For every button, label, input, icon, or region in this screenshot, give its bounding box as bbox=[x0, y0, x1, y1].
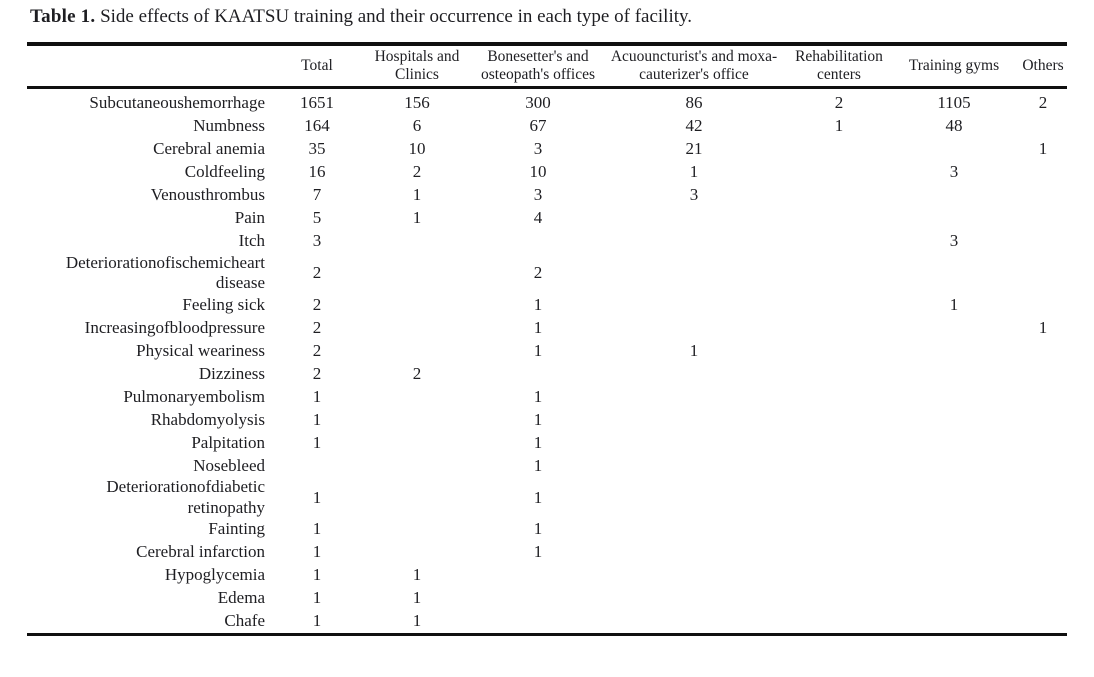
cell-value bbox=[357, 385, 477, 408]
table-caption-text: Side effects of KAATSU training and their occurrence in each type of facility. bbox=[100, 6, 693, 27]
cell-value: 1 bbox=[312, 409, 322, 429]
cell-value bbox=[357, 431, 477, 454]
table-row bbox=[27, 431, 1067, 454]
cell-value: 10 bbox=[408, 138, 426, 158]
cell-value bbox=[889, 184, 1019, 207]
cell-value: 5 bbox=[312, 207, 322, 227]
column-header-3: Bonesetter's and osteopath's offices bbox=[477, 44, 599, 87]
cell-value: 3 bbox=[312, 230, 322, 250]
cell-value bbox=[889, 253, 1019, 294]
cell-value: 1 bbox=[533, 409, 543, 429]
cell-value bbox=[599, 253, 789, 294]
cell-value bbox=[1019, 184, 1067, 207]
cell-value bbox=[1019, 408, 1067, 431]
cell-value bbox=[599, 385, 789, 408]
cell-value bbox=[1019, 161, 1067, 184]
cell-value: 1 bbox=[312, 588, 322, 608]
cell-value: 1 bbox=[834, 115, 844, 135]
cell-value bbox=[1019, 293, 1067, 316]
cell-value bbox=[357, 230, 477, 253]
table-row bbox=[27, 610, 1067, 635]
table-caption bbox=[30, 4, 692, 30]
cell-value: 1 bbox=[312, 542, 322, 562]
cell-value: 1651 bbox=[300, 92, 334, 112]
table-row bbox=[27, 339, 1067, 362]
cell-value bbox=[599, 431, 789, 454]
side-effects-table bbox=[27, 42, 1067, 636]
cell-value bbox=[357, 316, 477, 339]
cell-value bbox=[1019, 564, 1067, 587]
row-label: Itch bbox=[238, 230, 265, 250]
row-label: Palpitation bbox=[191, 432, 265, 452]
cell-value bbox=[1019, 454, 1067, 477]
cell-value: 10 bbox=[529, 161, 547, 181]
cell-value bbox=[1019, 362, 1067, 385]
cell-value: 1 bbox=[689, 161, 699, 181]
cell-value: 1 bbox=[412, 207, 422, 227]
cell-value bbox=[599, 564, 789, 587]
row-label: Deteriorationofdiabetic retinopathy bbox=[106, 477, 265, 517]
cell-value bbox=[789, 207, 889, 230]
cell-value bbox=[1019, 207, 1067, 230]
cell-value bbox=[599, 362, 789, 385]
row-label: Chafe bbox=[224, 611, 265, 631]
cell-value bbox=[789, 587, 889, 610]
cell-value bbox=[789, 610, 889, 635]
cell-value bbox=[599, 541, 789, 564]
cell-value bbox=[889, 610, 1019, 635]
cell-value bbox=[599, 230, 789, 253]
cell-value: 3 bbox=[949, 161, 959, 181]
cell-value: 164 bbox=[304, 115, 330, 135]
cell-value: 6 bbox=[412, 115, 422, 135]
cell-value bbox=[1019, 518, 1067, 541]
cell-value: 2 bbox=[533, 262, 543, 282]
table-row bbox=[27, 207, 1067, 230]
column-header-empty bbox=[27, 44, 277, 87]
cell-value bbox=[357, 408, 477, 431]
cell-value: 7 bbox=[312, 184, 322, 204]
row-label: Deteriorationofischemicheart disease bbox=[65, 252, 265, 293]
cell-value bbox=[357, 477, 477, 518]
row-label: Increasingofbloodpressure bbox=[84, 317, 265, 337]
cell-value bbox=[889, 587, 1019, 610]
table-row bbox=[27, 385, 1067, 408]
cell-value: 1 bbox=[312, 565, 322, 585]
cell-value: 1 bbox=[533, 519, 543, 539]
cell-value bbox=[789, 339, 889, 362]
cell-value bbox=[789, 477, 889, 518]
cell-value: 1 bbox=[312, 432, 322, 452]
cell-value bbox=[1019, 115, 1067, 138]
cell-value bbox=[477, 587, 599, 610]
cell-value bbox=[477, 564, 599, 587]
cell-value bbox=[1019, 587, 1067, 610]
cell-value: 1 bbox=[533, 386, 543, 406]
cell-value: 300 bbox=[525, 92, 551, 112]
cell-value: 1 bbox=[533, 340, 543, 360]
cell-value: 4 bbox=[533, 207, 543, 227]
header-row bbox=[27, 44, 1067, 87]
cell-value: 1 bbox=[412, 565, 422, 585]
table-caption-number: Table 1. bbox=[30, 6, 96, 27]
table-body bbox=[27, 87, 1067, 635]
cell-value bbox=[889, 339, 1019, 362]
cell-value bbox=[1019, 339, 1067, 362]
cell-value: 35 bbox=[308, 138, 326, 158]
cell-value bbox=[889, 207, 1019, 230]
row-label: Nosebleed bbox=[193, 455, 265, 475]
cell-value: 1 bbox=[312, 386, 322, 406]
cell-value bbox=[889, 518, 1019, 541]
cell-value bbox=[889, 362, 1019, 385]
row-label: Cerebral infarction bbox=[136, 542, 265, 562]
cell-value: 3 bbox=[533, 184, 543, 204]
cell-value bbox=[789, 408, 889, 431]
cell-value bbox=[277, 454, 357, 477]
cell-value: 1105 bbox=[937, 92, 971, 112]
table-row bbox=[27, 477, 1067, 518]
cell-value: 2 bbox=[834, 92, 844, 112]
cell-value bbox=[789, 431, 889, 454]
cell-value bbox=[599, 316, 789, 339]
cell-value: 1 bbox=[949, 294, 959, 314]
row-label: Feeling sick bbox=[182, 294, 265, 314]
cell-value bbox=[599, 587, 789, 610]
cell-value bbox=[789, 518, 889, 541]
cell-value: 1 bbox=[533, 487, 543, 507]
cell-value bbox=[1019, 230, 1067, 253]
cell-value: 2 bbox=[412, 363, 422, 383]
cell-value: 1 bbox=[412, 184, 422, 204]
cell-value bbox=[357, 293, 477, 316]
cell-value: 2 bbox=[312, 363, 322, 383]
cell-value bbox=[889, 408, 1019, 431]
cell-value: 1 bbox=[1038, 138, 1048, 158]
cell-value: 48 bbox=[945, 115, 963, 135]
cell-value: 2 bbox=[412, 161, 422, 181]
cell-value bbox=[357, 541, 477, 564]
cell-value bbox=[1019, 610, 1067, 635]
row-label: Physical weariness bbox=[136, 340, 265, 360]
cell-value bbox=[599, 408, 789, 431]
cell-value bbox=[1019, 431, 1067, 454]
cell-value bbox=[1019, 541, 1067, 564]
cell-value bbox=[599, 207, 789, 230]
cell-value bbox=[789, 161, 889, 184]
cell-value: 16 bbox=[308, 161, 326, 181]
table-row bbox=[27, 161, 1067, 184]
cell-value bbox=[889, 385, 1019, 408]
table-row bbox=[27, 587, 1067, 610]
cell-value: 1 bbox=[533, 317, 543, 337]
cell-value: 1 bbox=[312, 487, 322, 507]
cell-value: 2 bbox=[312, 340, 322, 360]
cell-value bbox=[789, 138, 889, 161]
cell-value: 1 bbox=[689, 340, 699, 360]
cell-value bbox=[357, 518, 477, 541]
cell-value: 1 bbox=[533, 432, 543, 452]
table-row bbox=[27, 564, 1067, 587]
table-row bbox=[27, 253, 1067, 294]
cell-value bbox=[357, 339, 477, 362]
table-row bbox=[27, 541, 1067, 564]
cell-value bbox=[599, 477, 789, 518]
cell-value: 86 bbox=[685, 92, 703, 112]
cell-value: 2 bbox=[312, 262, 322, 282]
cell-value: 1 bbox=[533, 542, 543, 562]
cell-value: 2 bbox=[1038, 92, 1048, 112]
cell-value: 3 bbox=[949, 230, 959, 250]
cell-value bbox=[889, 454, 1019, 477]
cell-value bbox=[889, 316, 1019, 339]
cell-value bbox=[599, 518, 789, 541]
column-header-5: Rehabilitation centers bbox=[789, 44, 889, 87]
cell-value bbox=[599, 610, 789, 635]
cell-value bbox=[1019, 477, 1067, 518]
cell-value: 42 bbox=[685, 115, 703, 135]
table-row bbox=[27, 138, 1067, 161]
cell-value bbox=[789, 230, 889, 253]
row-label: Cerebral anemia bbox=[153, 138, 265, 158]
cell-value bbox=[357, 454, 477, 477]
cell-value: 1 bbox=[312, 611, 322, 631]
cell-value bbox=[1019, 253, 1067, 294]
cell-value: 2 bbox=[312, 294, 322, 314]
cell-value: 3 bbox=[689, 184, 699, 204]
column-header-2: Hospitals and Clinics bbox=[357, 44, 477, 87]
cell-value: 1 bbox=[412, 588, 422, 608]
cell-value bbox=[477, 610, 599, 635]
row-label: Fainting bbox=[208, 519, 265, 539]
cell-value bbox=[789, 541, 889, 564]
row-label: Edema bbox=[217, 588, 265, 608]
cell-value: 1 bbox=[312, 519, 322, 539]
cell-value bbox=[477, 230, 599, 253]
cell-value bbox=[789, 316, 889, 339]
table-row bbox=[27, 230, 1067, 253]
row-label: Coldfeeling bbox=[184, 161, 265, 181]
table-header bbox=[27, 44, 1067, 87]
row-label: Dizziness bbox=[198, 363, 265, 383]
row-label: Rhabdomyolysis bbox=[150, 409, 265, 429]
table-row bbox=[27, 362, 1067, 385]
row-label: Numbness bbox=[193, 115, 265, 135]
cell-value: 3 bbox=[533, 138, 543, 158]
column-header-7: Others bbox=[1019, 44, 1067, 87]
cell-value bbox=[889, 541, 1019, 564]
table-row bbox=[27, 316, 1067, 339]
cell-value bbox=[889, 431, 1019, 454]
cell-value bbox=[1019, 385, 1067, 408]
cell-value bbox=[789, 184, 889, 207]
cell-value bbox=[889, 564, 1019, 587]
row-label: Pulmonaryembolism bbox=[123, 386, 265, 406]
cell-value bbox=[477, 362, 599, 385]
cell-value bbox=[789, 385, 889, 408]
cell-value bbox=[789, 454, 889, 477]
cell-value: 21 bbox=[685, 138, 703, 158]
table-row bbox=[27, 518, 1067, 541]
table-row bbox=[27, 87, 1067, 115]
table-row bbox=[27, 454, 1067, 477]
cell-value: 1 bbox=[533, 294, 543, 314]
cell-value: 67 bbox=[529, 115, 547, 135]
cell-value: 2 bbox=[312, 317, 322, 337]
cell-value bbox=[889, 477, 1019, 518]
cell-value bbox=[789, 564, 889, 587]
column-header-1: Total bbox=[277, 44, 357, 87]
column-header-4: Acuouncturist's and moxa-cauterizer's office bbox=[599, 44, 789, 87]
cell-value bbox=[789, 253, 889, 294]
table-row bbox=[27, 408, 1067, 431]
cell-value bbox=[789, 362, 889, 385]
cell-value bbox=[357, 253, 477, 294]
table-row bbox=[27, 293, 1067, 316]
cell-value bbox=[599, 454, 789, 477]
table-row bbox=[27, 115, 1067, 138]
cell-value bbox=[599, 293, 789, 316]
row-label: Hypoglycemia bbox=[164, 565, 265, 585]
cell-value bbox=[789, 293, 889, 316]
cell-value: 1 bbox=[533, 455, 543, 475]
row-label: Pain bbox=[234, 207, 265, 227]
cell-value: 1 bbox=[412, 611, 422, 631]
cell-value: 1 bbox=[1038, 317, 1048, 337]
cell-value: 156 bbox=[404, 92, 430, 112]
row-label: Venousthrombus bbox=[150, 184, 265, 204]
row-label: Subcutaneoushemorrhage bbox=[89, 92, 265, 112]
cell-value bbox=[889, 138, 1019, 161]
table-row bbox=[27, 184, 1067, 207]
column-header-6: Training gyms bbox=[889, 44, 1019, 87]
